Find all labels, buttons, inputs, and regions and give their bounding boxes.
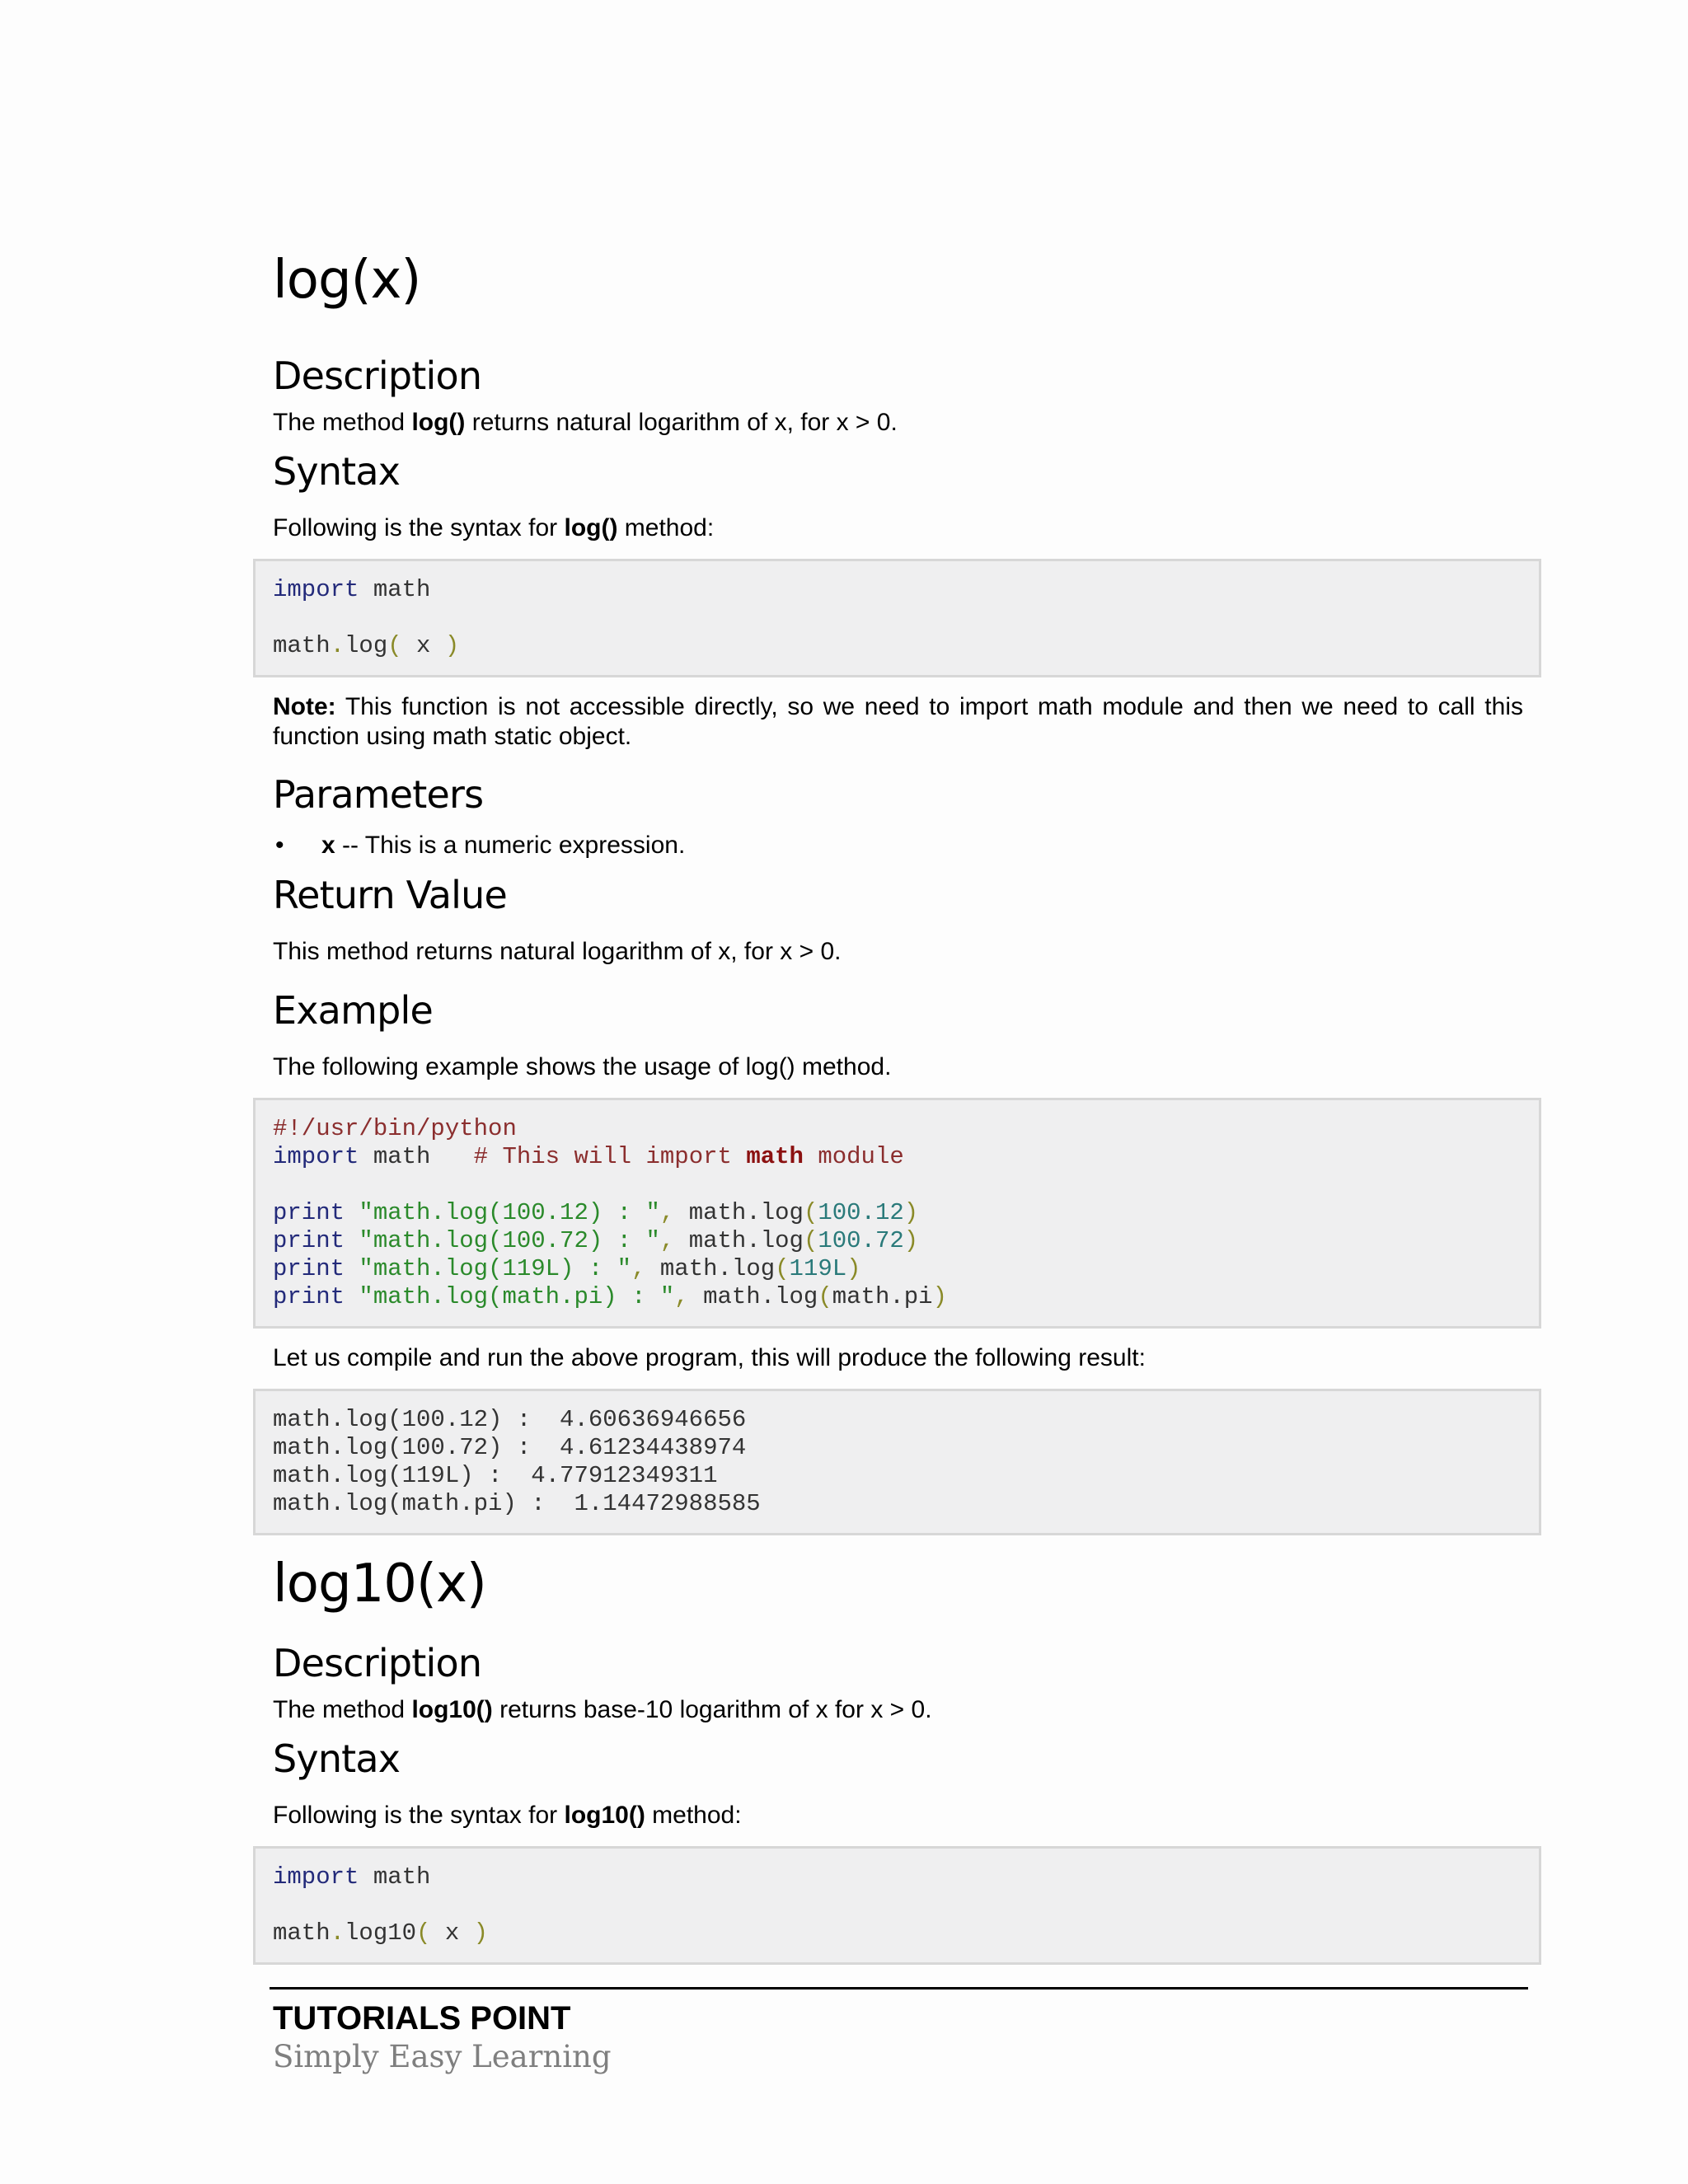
section-title-log10: log10(x): [273, 1554, 486, 1615]
syntax-intro-text: Following is the syntax for log10() method:: [273, 1802, 742, 1829]
syntax-code: import math math.log10( x ): [273, 1863, 489, 1947]
footer-divider: [270, 1987, 1528, 1990]
heading-return-value: Return Value: [273, 873, 507, 917]
return-value-text: This method returns natural logarithm of x, for x > 0.: [273, 938, 842, 965]
syntax-intro-text: Following is the syntax for log() method:: [273, 514, 715, 541]
heading-example: Example: [273, 988, 433, 1033]
heading-syntax: Syntax: [273, 1736, 401, 1781]
heading-description: Description: [273, 1641, 482, 1685]
example-intro-text: The following example shows the usage of log() method.: [273, 1053, 892, 1080]
code-line-print: print "math.log(math.pi) : ", math.log(math.pi): [273, 1283, 947, 1310]
syntax-code: import math math.log( x ): [273, 576, 460, 659]
heading-description: Description: [273, 354, 482, 398]
code-line-print: print "math.log(100.72) : ", math.log(100.72): [273, 1227, 919, 1254]
code-line-print: print "math.log(100.12) : ", math.log(100.12): [273, 1199, 919, 1226]
code-line-print: print "math.log(119L) : ", math.log(119L): [273, 1255, 861, 1282]
result-output: math.log(100.12) : 4.60636946656 math.log(100.72) : 4.61234438974 math.log(119L) : 4.77912349311 math.log(math.pi) : 1.14472988585: [273, 1406, 761, 1517]
description-text: The method log() returns natural logarithm of x, for x > 0.: [273, 409, 898, 436]
description-text: The method log10() returns base-10 logarithm of x for x > 0.: [273, 1696, 932, 1723]
footer-brand: TUTORIALS POINT: [273, 2000, 571, 2036]
note-text: Note: This function is not accessible directly, so we need to import math module and then we need to call this function using math static object.: [273, 693, 1523, 750]
heading-parameters: Parameters: [273, 772, 484, 817]
parameter-item: x -- This is a numeric expression.: [321, 832, 686, 859]
result-intro-text: Let us compile and run the above program, this will produce the following result:: [273, 1344, 1146, 1371]
example-code: #!/usr/bin/python import math # This will import math module print "math.log(100.12) : ", math.log(100.12) print "math.log(100.72) : ", math.log(100.72) print "math.log(119L) : ", math.log(119L) print "math.log(math.pi) : ", math.log(math.pi): [273, 1115, 947, 1310]
section-title-log: log(x): [273, 250, 421, 311]
bullet-icon: •: [275, 832, 284, 859]
heading-syntax: Syntax: [273, 449, 401, 494]
footer-tagline: Simply Easy Learning: [273, 2039, 612, 2074]
